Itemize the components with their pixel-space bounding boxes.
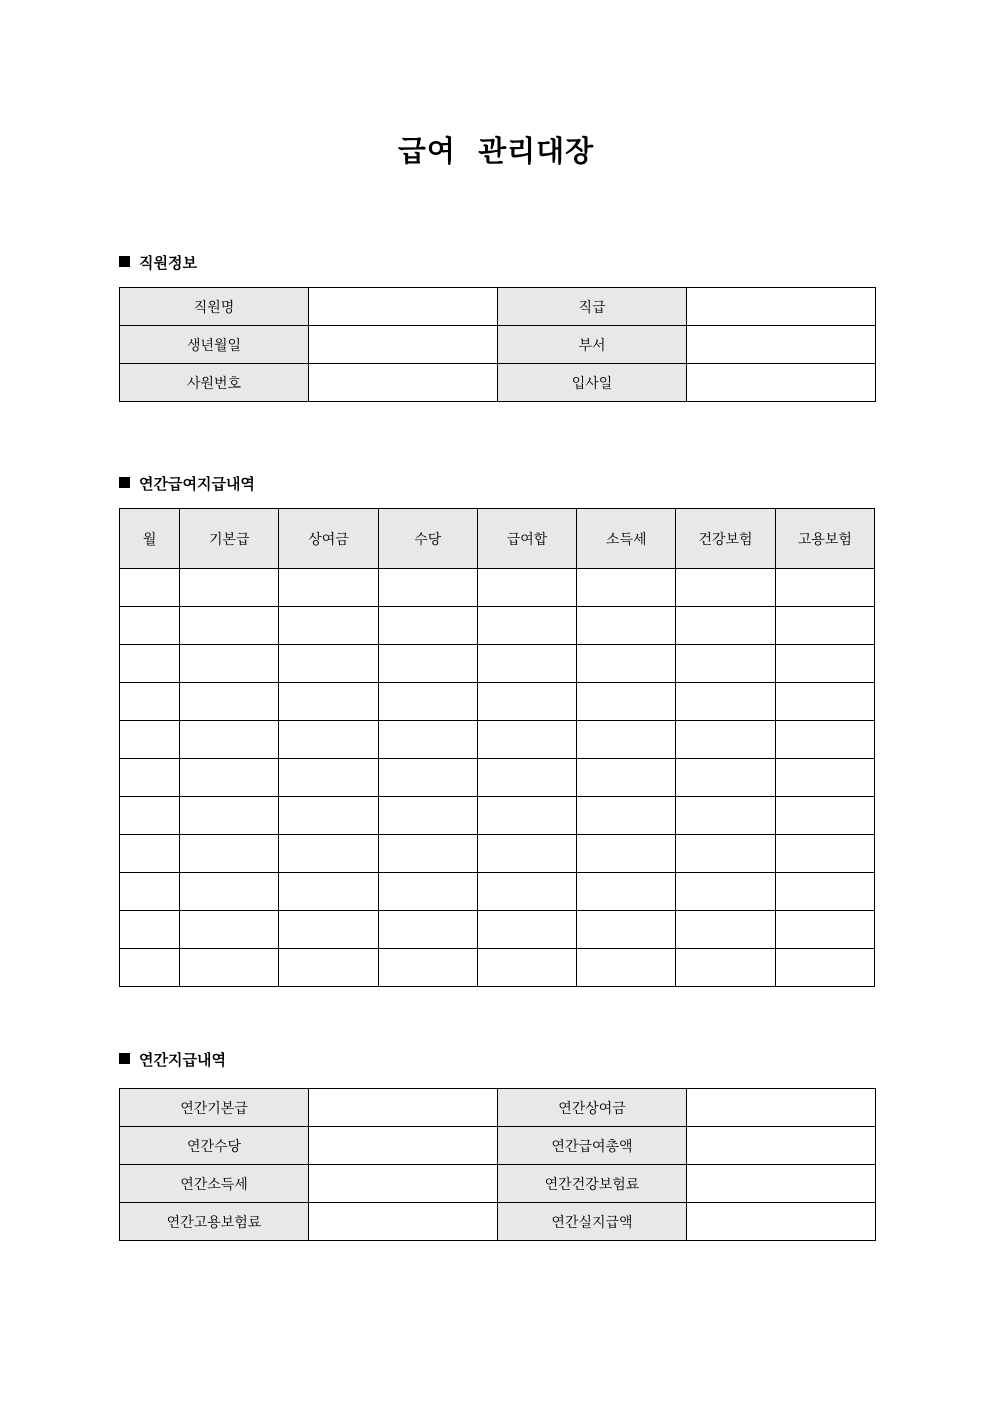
annual-pay-cell[interactable] <box>477 569 576 607</box>
annual-pay-cell[interactable] <box>676 949 775 987</box>
annual-pay-cell[interactable] <box>577 759 676 797</box>
employee-info-table-body <box>120 288 876 402</box>
annual-pay-cell[interactable] <box>378 683 477 721</box>
annual-pay-cell[interactable] <box>279 607 378 645</box>
annual-pay-cell[interactable] <box>676 835 775 873</box>
annual-pay-cell[interactable] <box>378 607 477 645</box>
annual-pay-cell[interactable] <box>120 721 180 759</box>
annual-pay-header-row <box>120 509 875 569</box>
annual-pay-cell[interactable] <box>180 873 279 911</box>
annual-pay-cell[interactable] <box>775 911 874 949</box>
table-row <box>120 326 876 364</box>
annual-pay-cell[interactable] <box>577 721 676 759</box>
table-row <box>120 1089 876 1127</box>
annual-pay-cell[interactable] <box>775 645 874 683</box>
annual-pay-cell[interactable] <box>577 873 676 911</box>
annual-pay-cell[interactable] <box>477 949 576 987</box>
table-row <box>120 759 875 797</box>
employee-info-cell-value-left[interactable] <box>309 326 498 364</box>
employee-info-cell-value-right[interactable] <box>687 326 876 364</box>
annual-pay-cell[interactable] <box>477 873 576 911</box>
section-heading-employee <box>119 253 197 273</box>
employee-info-cell-value-left[interactable] <box>309 364 498 402</box>
annual-pay-cell[interactable] <box>180 911 279 949</box>
annual-pay-cell[interactable] <box>120 797 180 835</box>
annual-pay-cell[interactable] <box>477 721 576 759</box>
table-row <box>120 364 876 402</box>
table-row <box>120 797 875 835</box>
annual-pay-cell[interactable] <box>279 683 378 721</box>
table-row <box>120 1203 876 1241</box>
annual-summary-cell-label-left: 연간소득세 <box>120 1165 309 1203</box>
annual-pay-cell[interactable] <box>676 797 775 835</box>
employee-info-cell-label-right: 부서 <box>498 326 687 364</box>
annual-pay-column-header: 고용보험 <box>775 509 874 569</box>
employee-info-cell-label-left: 생년월일 <box>120 326 309 364</box>
annual-pay-cell[interactable] <box>120 569 180 607</box>
annual-summary-cell-label-right: 연간상여금 <box>498 1089 687 1127</box>
table-row <box>120 873 875 911</box>
square-bullet-icon <box>119 1053 130 1064</box>
annual-pay-cell[interactable] <box>120 683 180 721</box>
section-heading-employee-label: 직원정보 <box>139 254 197 272</box>
annual-pay-cell[interactable] <box>477 759 576 797</box>
annual-summary-cell-value-left[interactable] <box>309 1089 498 1127</box>
annual-summary-cell-value-left[interactable] <box>309 1127 498 1165</box>
annual-pay-cell[interactable] <box>577 683 676 721</box>
annual-pay-cell[interactable] <box>775 873 874 911</box>
employee-info-cell-label-left: 직원명 <box>120 288 309 326</box>
annual-pay-table <box>119 508 875 987</box>
annual-pay-cell[interactable] <box>676 569 775 607</box>
annual-pay-cell[interactable] <box>120 911 180 949</box>
annual-pay-cell[interactable] <box>180 645 279 683</box>
annual-pay-cell[interactable] <box>180 721 279 759</box>
section-heading-annual-summary <box>119 1050 226 1070</box>
annual-pay-cell[interactable] <box>378 759 477 797</box>
employee-info-cell-label-right: 직급 <box>498 288 687 326</box>
annual-pay-cell[interactable] <box>775 949 874 987</box>
annual-pay-cell[interactable] <box>577 949 676 987</box>
annual-pay-cell[interactable] <box>477 607 576 645</box>
annual-pay-column-header: 수당 <box>378 509 477 569</box>
annual-pay-cell[interactable] <box>279 721 378 759</box>
annual-pay-cell[interactable] <box>378 835 477 873</box>
annual-pay-cell[interactable] <box>477 645 576 683</box>
table-row <box>120 569 875 607</box>
annual-pay-cell[interactable] <box>676 721 775 759</box>
annual-pay-cell[interactable] <box>775 797 874 835</box>
annual-pay-cell[interactable] <box>676 911 775 949</box>
annual-pay-cell[interactable] <box>180 607 279 645</box>
annual-pay-cell[interactable] <box>378 645 477 683</box>
annual-pay-cell[interactable] <box>279 569 378 607</box>
annual-pay-cell[interactable] <box>120 949 180 987</box>
square-bullet-icon <box>119 256 130 267</box>
annual-pay-cell[interactable] <box>120 873 180 911</box>
table-row <box>120 1127 876 1165</box>
section-heading-annual-pay <box>119 474 255 494</box>
annual-summary-cell-label-left: 연간기본급 <box>120 1089 309 1127</box>
annual-pay-cell[interactable] <box>577 835 676 873</box>
annual-pay-cell[interactable] <box>775 683 874 721</box>
annual-pay-column-header: 상여금 <box>279 509 378 569</box>
annual-pay-column-header: 월 <box>120 509 180 569</box>
annual-summary-cell-label-left: 연간고용보험료 <box>120 1203 309 1241</box>
annual-pay-cell[interactable] <box>477 797 576 835</box>
annual-pay-cell[interactable] <box>577 797 676 835</box>
table-row <box>120 949 875 987</box>
annual-pay-cell[interactable] <box>577 569 676 607</box>
annual-pay-cell[interactable] <box>120 835 180 873</box>
annual-summary-cell-value-left[interactable] <box>309 1203 498 1241</box>
employee-info-cell-label-right: 입사일 <box>498 364 687 402</box>
annual-pay-cell[interactable] <box>676 683 775 721</box>
annual-summary-cell-label-right: 연간급여총액 <box>498 1127 687 1165</box>
annual-pay-cell[interactable] <box>378 949 477 987</box>
annual-summary-cell-value-right[interactable] <box>687 1127 876 1165</box>
annual-pay-cell[interactable] <box>279 645 378 683</box>
table-row <box>120 721 875 759</box>
table-row <box>120 683 875 721</box>
annual-pay-cell[interactable] <box>775 835 874 873</box>
annual-pay-cell[interactable] <box>279 759 378 797</box>
annual-pay-cell[interactable] <box>180 759 279 797</box>
annual-pay-cell[interactable] <box>180 683 279 721</box>
annual-pay-cell[interactable] <box>120 759 180 797</box>
annual-pay-cell[interactable] <box>676 645 775 683</box>
annual-summary-cell-label-left: 연간수당 <box>120 1127 309 1165</box>
annual-pay-cell[interactable] <box>577 645 676 683</box>
annual-pay-cell[interactable] <box>180 569 279 607</box>
annual-pay-cell[interactable] <box>775 721 874 759</box>
employee-info-cell-value-right[interactable] <box>687 364 876 402</box>
annual-summary-cell-value-right[interactable] <box>687 1089 876 1127</box>
annual-summary-cell-label-right: 연간건강보험료 <box>498 1165 687 1203</box>
annual-pay-column-header: 소득세 <box>577 509 676 569</box>
annual-pay-cell[interactable] <box>676 759 775 797</box>
table-row <box>120 288 876 326</box>
annual-pay-table-head <box>120 509 875 569</box>
annual-pay-column-header: 기본급 <box>180 509 279 569</box>
square-bullet-icon <box>119 477 130 488</box>
annual-pay-cell[interactable] <box>775 569 874 607</box>
annual-pay-cell[interactable] <box>577 607 676 645</box>
employee-info-table <box>119 287 876 402</box>
section-heading-annual-pay-label: 연간급여지급내역 <box>139 475 255 493</box>
table-row <box>120 607 875 645</box>
annual-pay-cell[interactable] <box>180 797 279 835</box>
annual-summary-table-body <box>120 1089 876 1241</box>
annual-summary-cell-value-left[interactable] <box>309 1165 498 1203</box>
annual-summary-cell-value-right[interactable] <box>687 1165 876 1203</box>
annual-pay-cell[interactable] <box>378 569 477 607</box>
annual-pay-cell[interactable] <box>477 911 576 949</box>
annual-pay-cell[interactable] <box>676 607 775 645</box>
annual-pay-cell[interactable] <box>120 607 180 645</box>
annual-pay-cell[interactable] <box>279 873 378 911</box>
annual-pay-cell[interactable] <box>180 835 279 873</box>
annual-pay-cell[interactable] <box>279 835 378 873</box>
table-row <box>120 645 875 683</box>
annual-pay-cell[interactable] <box>279 949 378 987</box>
annual-summary-table <box>119 1088 876 1241</box>
table-row <box>120 911 875 949</box>
employee-info-cell-label-left: 사원번호 <box>120 364 309 402</box>
annual-pay-cell[interactable] <box>279 911 378 949</box>
annual-pay-cell[interactable] <box>775 759 874 797</box>
annual-pay-cell[interactable] <box>120 645 180 683</box>
table-row <box>120 835 875 873</box>
section-heading-annual-summary-label: 연간지급내역 <box>139 1051 226 1069</box>
page-title: 급여 관리대장 <box>397 134 595 168</box>
annual-pay-cell[interactable] <box>477 683 576 721</box>
annual-pay-cell[interactable] <box>378 873 477 911</box>
annual-pay-column-header: 급여합 <box>477 509 576 569</box>
annual-pay-cell[interactable] <box>477 835 576 873</box>
annual-pay-cell[interactable] <box>378 797 477 835</box>
table-row <box>120 1165 876 1203</box>
employee-info-cell-value-left[interactable] <box>309 288 498 326</box>
annual-pay-cell[interactable] <box>676 873 775 911</box>
annual-pay-cell[interactable] <box>180 949 279 987</box>
annual-summary-cell-label-right: 연간실지급액 <box>498 1203 687 1241</box>
annual-pay-cell[interactable] <box>279 797 378 835</box>
employee-info-cell-value-right[interactable] <box>687 288 876 326</box>
annual-pay-cell[interactable] <box>378 721 477 759</box>
annual-summary-cell-value-right[interactable] <box>687 1203 876 1241</box>
annual-pay-table-body <box>120 569 875 987</box>
annual-pay-cell[interactable] <box>775 607 874 645</box>
annual-pay-column-header: 건강보험 <box>676 509 775 569</box>
annual-pay-cell[interactable] <box>378 911 477 949</box>
annual-pay-cell[interactable] <box>577 911 676 949</box>
